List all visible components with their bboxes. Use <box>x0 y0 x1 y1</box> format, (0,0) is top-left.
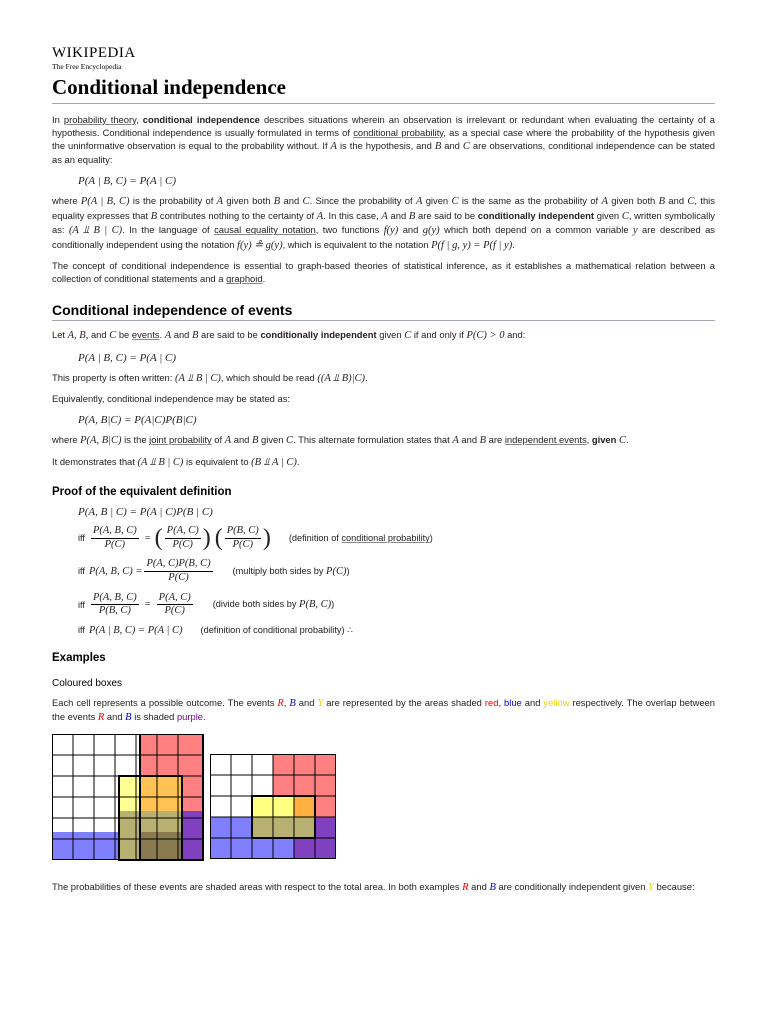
proof-line-2: iff P(A, B, C) = $\frac{P(A, C)P(B, C)}{P(C)}$ (multiply both sides by P(C)) <box>78 558 350 583</box>
proof-line-3: iff $\frac{P(A, B, C)}{P(B, C)}$ = $\frac{P(A, C)}{P(C)}$ (divide both sides by P(B, C)) <box>78 591 335 617</box>
link-events[interactable]: events <box>131 329 160 341</box>
link-graphoid[interactable]: graphoid <box>226 273 263 285</box>
equation-conditional-independence: P(A | B, C) = P(A | C) <box>78 175 176 188</box>
events-paragraph-3: Equivalently, conditional independence may be stated as: <box>52 393 291 405</box>
proof-note-3: (divide both sides by P(B, C)) <box>212 599 335 611</box>
proof-line-4: iff P(A | B, C) = P(A | C) (definition of conditional probability) ∴ <box>78 624 353 636</box>
section-heading-proof: Proof of the equivalent definition <box>52 486 232 499</box>
link-conditional-probability[interactable]: conditional probability <box>353 126 444 138</box>
link-probability-theory[interactable]: probability theory <box>63 114 137 125</box>
proof-line-0: P(A, B | C) = P(A | C)P(B | C) <box>78 506 213 519</box>
grid-example-1 <box>52 734 203 860</box>
intro-paragraph-1: In probability theory, conditional independence describes situations wherein an observation is irrelevant or redundant when evaluating the certainty of a hypothesis. Conditional independence is usually formulated in terms of conditional probability, as a special case where the probability of the hypothesis given the uninformative observation is equal to the probability without. If A is the hypothesis, and B and C are observations, conditional independence can be stated as an equality: <box>52 114 716 166</box>
section-heading-events: Conditional independence of events <box>52 302 715 321</box>
link-causal-equality-notation[interactable]: causal equality notation <box>214 224 316 236</box>
proof-note-1: (definition of conditional probability) <box>288 533 433 544</box>
article <box>52 46 715 902</box>
section-heading-examples: Examples <box>52 651 106 664</box>
venn-grid-figure <box>52 734 352 874</box>
examples-paragraph-1: Each cell represents a possible outcome. The events R, B and Y are represented by the areas shaded red, blue and yellow respectively. The overlap between the events R and B is shaded purple. <box>52 696 715 724</box>
link-conditional-probability-2[interactable]: conditional probability <box>341 533 430 544</box>
intro-paragraph-3: The concept of conditional independence is essential to graph-based theories of statistical inference, as it establishes a mathematical relation between a collection of conditional statements and a graphoid. <box>52 260 715 285</box>
link-independent-events[interactable]: independent events <box>504 434 587 446</box>
equation-events-2: P(A, B|C) = P(A|C)P(B|C) <box>78 414 197 427</box>
page-title: Conditional independence <box>52 75 715 104</box>
events-paragraph-4: where P(A, B|C) is the joint probability of A and B given C. This alternate formulation states that A and B are independent events, given C. <box>52 434 629 447</box>
proof-line-1: iff $\frac{P(A, B, C)}{P(C)}$ = ( $\frac{P(A, C)}{P(C)}$ ) ( $\frac{P(B, C)}{P(C)}$ ) (definition of conditional probability) <box>78 525 433 552</box>
events-paragraph-1: Let A, B, and C be events. A and B are said to be conditionally independent given C if and only if P(C) > 0 and: <box>52 329 526 342</box>
grid-example-2 <box>210 754 336 859</box>
proof-note-2: (multiply both sides by P(C)) <box>232 565 350 577</box>
events-paragraph-5: It demonstrates that (A ⫫ B | C) is equivalent to (B ⫫ A | C). <box>52 455 300 468</box>
wikipedia-logo[interactable] <box>52 46 715 71</box>
equation-events-1: P(A | B, C) = P(A | C) <box>78 351 176 364</box>
subheading-coloured-boxes: Coloured boxes <box>52 677 123 689</box>
examples-paragraph-2: The probabilities of these events are shaded areas with respect to the total area. In both examples R and B are conditionally independent given Y because: <box>52 880 695 893</box>
events-paragraph-2: This property is often written: (A ⫫ B | C), which should be read ((A ⫫ B)|C). <box>52 371 368 384</box>
coloured-boxes-figures <box>52 734 715 874</box>
proof-note-4: (definition of conditional probability) ∴ <box>200 624 353 635</box>
intro-paragraph-2: where P(A | B, C) is the probability of A given both B and C. Since the probability of A given C is the same as the probability of A given both B and C, this equality expresses that B contributes nothing to the certainty of A. In this case, A and B are said to be conditionally independent given C, written symbolically as: (A ⫫ B | C). In the language of causal equality notation, two functions f(y) and g(y) which both depend on a common variable y are described as conditionally independent using the notation f(y) ≗ g(y), which is equivalent to the notation P(f | g, y) = P(f | y). <box>52 195 715 251</box>
logo-tagline: The Free Encyclopedia <box>52 62 122 71</box>
link-joint-probability[interactable]: joint probability <box>149 434 212 446</box>
logo-wordmark: WIKIPEDIA <box>52 45 136 61</box>
